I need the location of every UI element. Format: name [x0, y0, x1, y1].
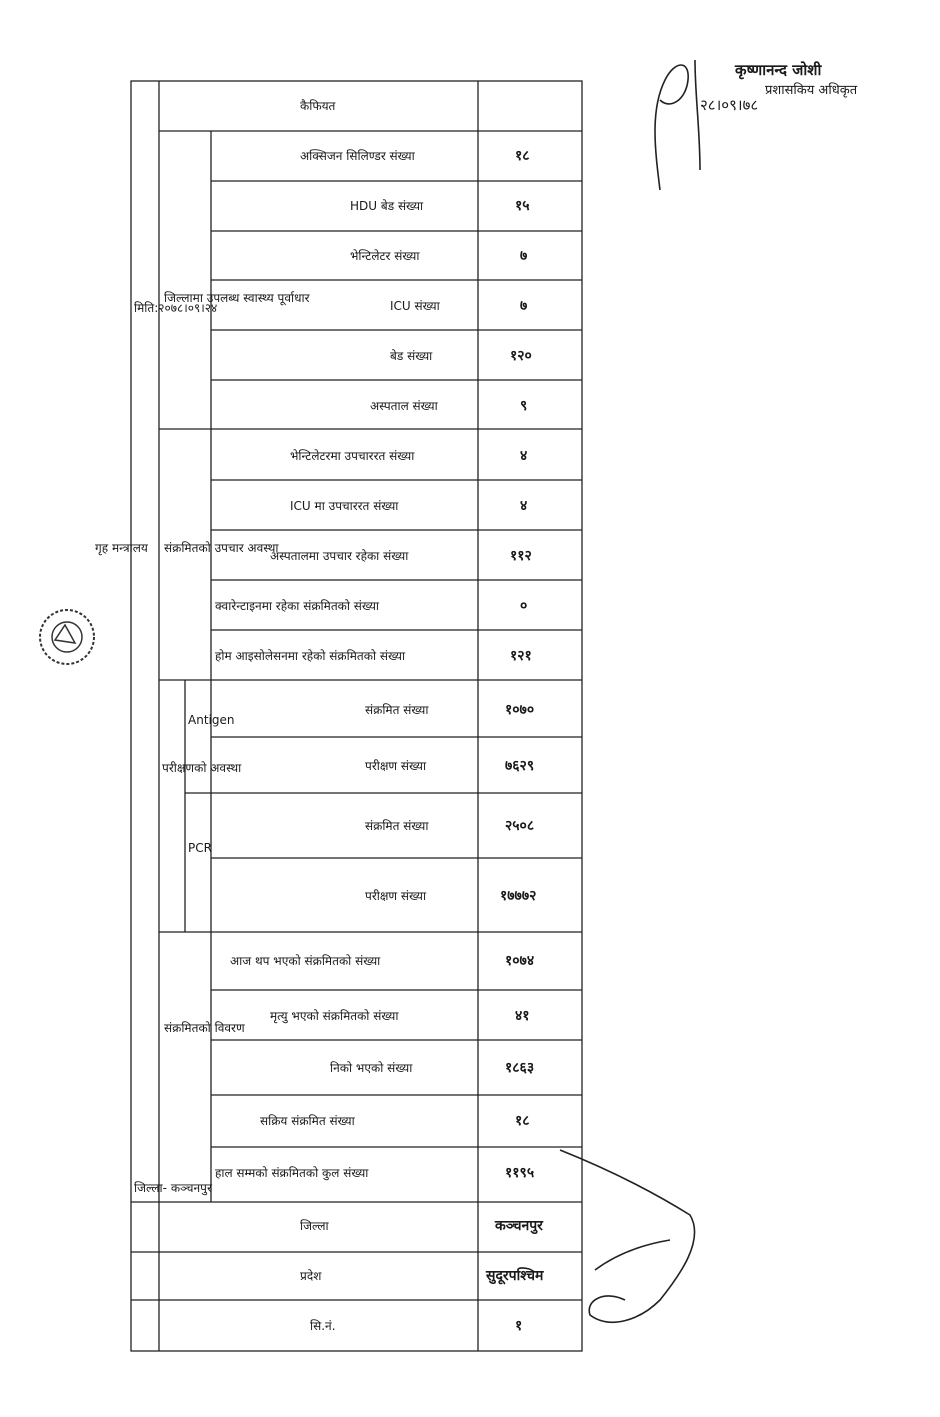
cell-active: १८	[515, 1113, 530, 1129]
cell-sn: १	[515, 1318, 523, 1334]
official-signature	[655, 60, 700, 190]
col-beds: बेड संख्या	[390, 349, 433, 363]
cell-antigen-positive: १०७०	[505, 702, 535, 718]
group-testing: परीक्षणको अवस्था	[162, 761, 242, 775]
cell-province: सुदूरपश्चिम	[486, 1268, 544, 1284]
office-stamp	[40, 610, 94, 664]
group-resources: जिल्लामा उपलब्ध स्वास्थ्य पूर्वाधार	[164, 291, 310, 305]
report-date: मिति:२०७८।०९।२४	[134, 301, 218, 315]
col-hdu-beds: HDU बेड संख्या	[350, 199, 424, 213]
cell-newly-infected: १०७४	[505, 953, 535, 969]
stamp-text: गृह मन्त्रालय	[95, 541, 148, 555]
cell-ventilator-treatment: ४	[520, 448, 528, 464]
col-district: जिल्ला	[300, 1219, 329, 1233]
signed-date: २८।०९।७८	[700, 96, 759, 114]
col-antigen-tests: परीक्षण संख्या	[365, 759, 427, 773]
officer-title: प्रशासकिय अधिकृत	[765, 83, 858, 98]
cell-hospital-count: ९	[520, 398, 528, 414]
col-deaths: मृत्यु भएको संक्रमितको संख्या	[270, 1009, 399, 1023]
cell-pcr-tests: १७७७२	[500, 888, 537, 904]
signature-scribble	[560, 1150, 695, 1322]
col-active: सक्रिय संक्रमित संख्या	[260, 1114, 355, 1128]
remarks-header: कैफियत	[300, 99, 336, 113]
officer-name: कृष्णानन्द जोशी	[735, 61, 822, 79]
col-newly-infected: आज थप भएको संक्रमितको संख्या	[230, 954, 381, 968]
col-pcr-positive: संक्रमित संख्या	[365, 819, 429, 833]
col-ventilator-treatment: भेन्टिलेटरमा उपचाररत संख्या	[290, 449, 415, 463]
col-antigen-positive: संक्रमित संख्या	[365, 703, 429, 717]
col-sn: सि.नं.	[310, 1319, 336, 1333]
cell-deaths: ४१	[515, 1008, 530, 1024]
district-label: जिल्ला- कञ्चनपुर	[134, 1181, 212, 1195]
col-ventilators: भेन्टिलेटर संख्या	[350, 249, 420, 263]
cell-icu-beds: ७	[520, 298, 528, 314]
cell-pcr-positive: २५०८	[505, 818, 535, 834]
col-icu-beds: ICU संख्या	[390, 299, 440, 313]
cell-home-isolation: १२१	[510, 648, 532, 664]
col-hospital: अस्पतालमा उपचार रहेका संख्या	[270, 549, 409, 563]
cell-hospital: ११२	[510, 548, 532, 564]
col-pcr-tests: परीक्षण संख्या	[365, 889, 427, 903]
cell-beds: १२०	[510, 348, 532, 364]
cell-hdu-beds: १५	[515, 198, 530, 214]
col-oxygen-cylinders: अक्सिजन सिलिण्डर संख्या	[300, 149, 415, 163]
group-treatment: संक्रमितको उपचार अवस्था	[164, 541, 279, 555]
group-infection: संक्रमितको विवरण	[164, 1021, 245, 1035]
col-province: प्रदेश	[300, 1269, 322, 1283]
cell-total-infected: ११९५	[505, 1165, 535, 1181]
col-total-infected: हाल सम्मको संक्रमितको कुल संख्या	[215, 1166, 369, 1180]
col-home-isolation: होम आइसोलेसनमा रहेको संक्रमितको संख्या	[215, 649, 406, 663]
group-pcr: PCR	[188, 841, 212, 855]
col-quarantine: क्वारेन्टाइनमा रहेका संक्रमितको संख्या	[215, 599, 380, 613]
cell-quarantine: ०	[520, 598, 528, 614]
group-antigen: Antigen	[188, 713, 235, 727]
cell-icu-treatment: ४	[520, 498, 528, 514]
cell-antigen-tests: ७६२९	[505, 758, 535, 774]
col-recovered: निको भएको संख्या	[330, 1061, 413, 1075]
cell-district: कञ्चनपुर	[495, 1218, 543, 1234]
cell-ventilators: ७	[520, 248, 528, 264]
cell-recovered: १८६३	[505, 1060, 535, 1076]
col-icu-treatment: ICU मा उपचाररत संख्या	[290, 499, 399, 513]
col-hospital-count: अस्पताल संख्या	[370, 399, 438, 413]
cell-oxygen-cylinders: १८	[515, 148, 530, 164]
